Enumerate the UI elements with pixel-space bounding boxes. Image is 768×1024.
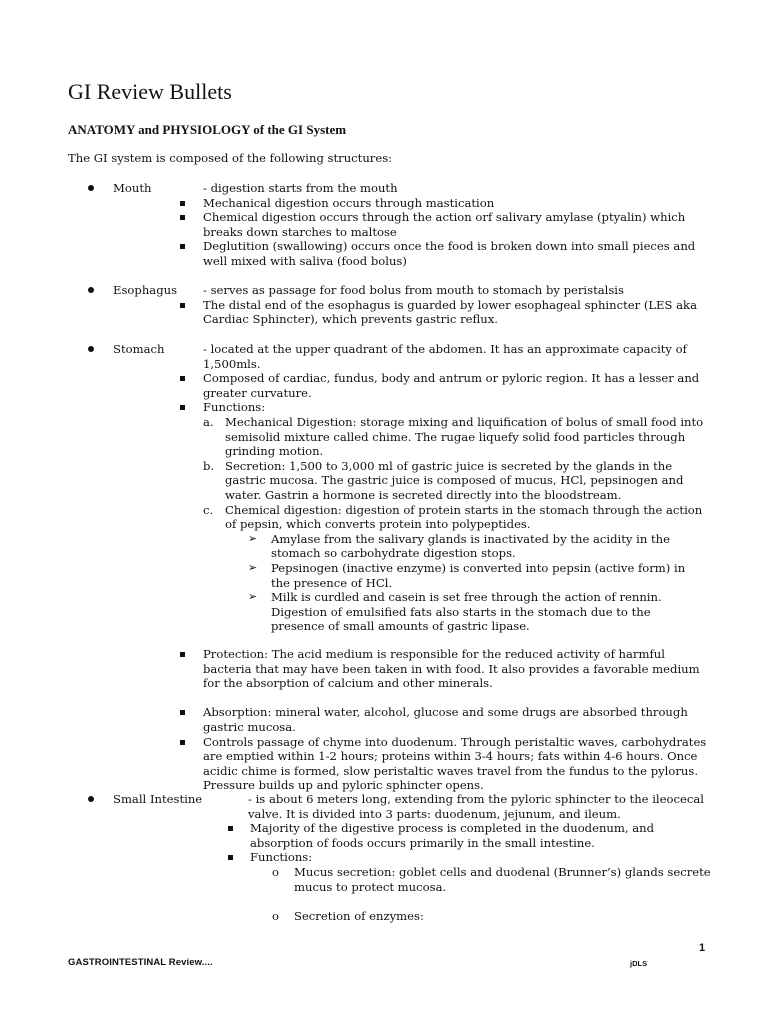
page-number: 1 [699, 942, 706, 954]
square-bullet-icon [180, 244, 185, 249]
bullet-dot [88, 185, 94, 191]
term-mouth: Mouth [113, 181, 152, 195]
square-bullet-icon [180, 405, 185, 410]
square-bullet-icon [180, 740, 185, 745]
square-bullet-icon [228, 855, 233, 860]
bullet-dot [88, 287, 94, 293]
arrow-bullet-icon: ➢ [248, 590, 258, 604]
arrow-bullet-icon: ➢ [248, 561, 258, 574]
bullet-dot [88, 796, 94, 802]
term-stomach: Stomach [113, 342, 165, 356]
circle-bullet-icon: o [272, 865, 279, 879]
square-bullet-icon [180, 652, 185, 657]
term-esophagus: Esophagus [113, 283, 178, 297]
esophagus-lead: - serves as passage for food bolus from mouth to stomach by peristalsis [203, 283, 624, 297]
bullet-dot [88, 346, 94, 352]
square-bullet-icon [180, 201, 185, 206]
mouth-lead: - digestion starts from the mouth [203, 181, 398, 195]
footer-left-text: GASTROINTESTINAL Review.... [68, 957, 213, 968]
square-bullet-icon [228, 826, 233, 831]
square-bullet-icon [180, 710, 185, 715]
page-title: GI Review Bullets [68, 79, 232, 104]
square-bullet-icon [180, 215, 185, 220]
stomach-lead: - located at the upper quadrant of the abdomen. It has an approximate capacity of 1,500mls. [203, 342, 687, 371]
circle-bullet-icon: o [272, 909, 279, 923]
intro-text: The GI system is composed of the following structures: [68, 151, 393, 165]
arrow-bullet-icon: ➢ [248, 531, 258, 545]
footer-initials: jDLS [630, 959, 648, 968]
square-bullet-icon [180, 376, 185, 381]
small-intestine-lead: - is about 6 meters long, extending from the pyloric sphincter to the ileocecal valve. It is divided into 3 parts: duodenum, jejunum, and ileum. [248, 792, 704, 821]
square-bullet-icon [180, 303, 185, 308]
term-small-intestine: Small Intestine [113, 792, 203, 806]
document-page: GI Review Bullets ANATOMY and PHYSIOLOGY of the GI System The GI system is composed of the following structures: Mouth - digestion starts from the mouth Mechanical digestion occurs through mastication Chemical digestion occurs through the action orf salivary amylase (ptyalin) which breaks down starches to maltose Deglutition (swallowing) occurs once the food is broken down into small pieces and well mixed with saliva (food bolus) Esophagus - serves as passage for food bolus from mouth to stomach by peristalsis The distal end of the esophagus is guarded by lower esophageal sphincter (LES aka Cardiac Sphincter), which prevents gastric reflux. Stomach - located at the upper quadrant of the abdomen. It has an approximate capacity of 1,500mls. Composed of cardiac, fundus, body and antrum or pyloric region. It has a lesser and greater curvature. Functions: a. Mechanical Digestion: storage mixing and liquification of bolus of small food into semisolid mixture called chime. The rugae liquefy solid food particles through grinding motion. b. Secretion: 1,500 to 3,000 ml of gastric juice is secreted by the glands in the gastric mucosa. The gastric juice is composed of mucus, HCl, pepsinogen and water. Gastrin a hormone is secreted directly into the bloodstream. c. Chemical digestion: digestion of protein starts in the stomach through the action of pepsin, which converts protein into polypeptides. ➢ Amylase from the salivary glands is inactivated by the acidity in the stomach so carbohydrate digestion stops. ➢ Pepsinogen (inactive enzyme) is converted into pepsin (active form) in the presence of HCl. ➢ Milk is curdled and casein is set free through the action of rennin. Digestion of emulsified fats also starts in the stomach due to the presence of small amounts of gastric lipase. Protection: The acid medium is responsible for the reduced activity of harmful bacteria that may have been taken in with food. It also provides a favorable medium for the absorption of calcium and other minerals. Absorption: mineral water, alcohol, glucose and some drugs are absorbed through gastric mucosa. Controls passage of chyme into duodenum. Through peristaltic waves, carbohydrates are emptied within 1-2 hours; proteins within 3-4 hours; fats within 4-6 hours. Once acidic chime is formed, slow peristaltic waves travel from the fundus to the pylorus. Pressure builds up and pyloric sphincter opens. Small Intestine - is about 6 meters long, extending from the pyloric sphincter to the ileocecal valve. It is divided into 3 parts: duodenum, jejunum, and ileum. Majority of the digestive process is completed in the duodenum, and absorption of foods occurs primarily in the small intestine. Functions: o Mucus secretion: goblet cells and duodenal (Brunner’s) glands secrete mucus to protect mucosa. o Secretion of enzymes: 1 GASTROINTESTINAL Review.... jDLS [0, 0, 768, 1024]
section-heading: ANATOMY and PHYSIOLOGY of the GI System [68, 122, 347, 137]
